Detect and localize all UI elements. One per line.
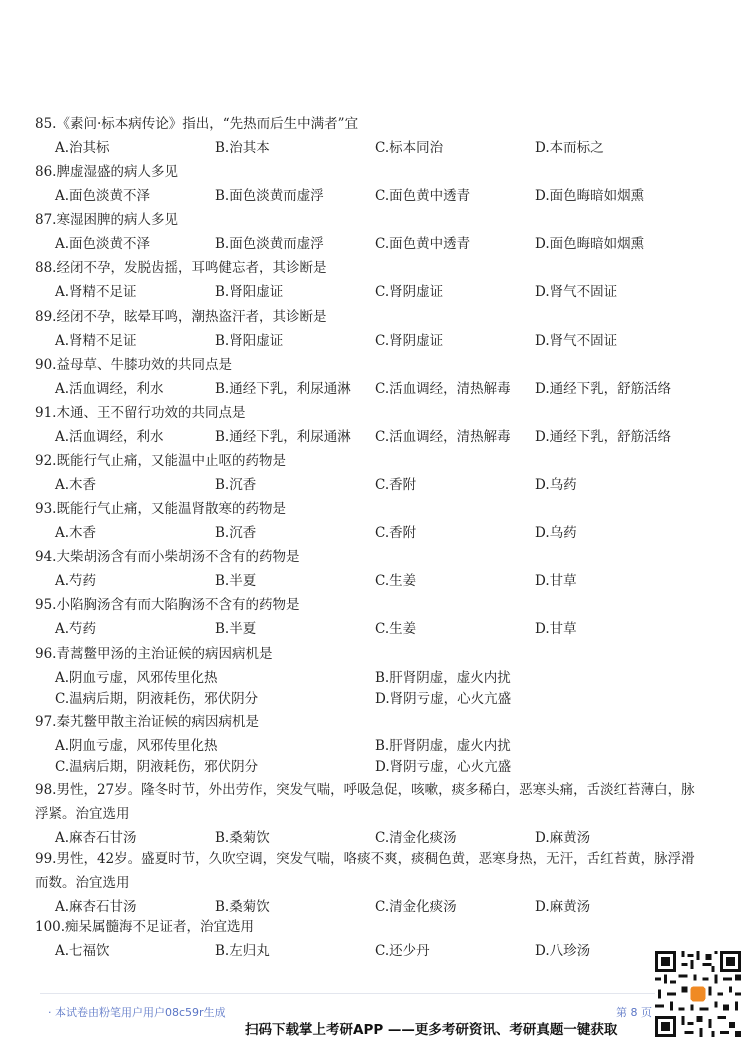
option-c[interactable]: C.生姜 <box>375 573 417 589</box>
option-c[interactable]: C.温病后期，阴液耗伤，邪伏阴分 <box>55 691 259 707</box>
option-b[interactable]: B.肝肾阴虚，虚火内扰 <box>375 670 511 686</box>
option-b[interactable]: B.左归丸 <box>215 943 270 959</box>
option-a[interactable]: A.木香 <box>55 477 97 493</box>
option-d[interactable]: D.甘草 <box>535 573 577 589</box>
option-c[interactable]: C.清金化痰汤 <box>375 899 457 915</box>
option-c[interactable]: C.活血调经，清热解毒 <box>375 429 511 445</box>
footer-divider <box>40 993 655 994</box>
option-b[interactable]: B.桑菊饮 <box>215 830 270 846</box>
option-a[interactable]: A.治其标 <box>55 140 110 156</box>
question-stem: 94.大柴胡汤含有而小柴胡汤不含有的药物是 <box>35 549 300 565</box>
option-d[interactable]: D.肾阴亏虚，心火亢盛 <box>375 691 512 707</box>
option-c[interactable]: C.温病后期，阴液耗伤，邪伏阴分 <box>55 759 259 775</box>
option-d[interactable]: D.肾阴亏虚，心火亢盛 <box>375 759 512 775</box>
option-d[interactable]: D.乌药 <box>535 477 577 493</box>
option-c[interactable]: C.面色黄中透青 <box>375 188 471 204</box>
option-c[interactable]: C.肾阴虚证 <box>375 284 444 300</box>
question-stem: 91.木通、王不留行功效的共同点是 <box>35 405 246 421</box>
question-stem: 99.男性，42岁。盛夏时节，久吹空调，突发气喘，咯痰不爽，痰稠色黄，恶寒身热，无汗，舌红苔黄，脉浮滑而数。治宜选用 <box>35 851 695 891</box>
qr-code-icon[interactable] <box>655 951 741 1037</box>
option-d[interactable]: D.通经下乳，舒筋活络 <box>535 381 672 397</box>
option-a[interactable]: A.阴血亏虚，风邪传里化热 <box>55 670 218 686</box>
question-stem: 100.痴呆属髓海不足证者，治宜选用 <box>35 919 255 935</box>
option-d[interactable]: D.通经下乳，舒筋活络 <box>535 429 672 445</box>
option-a[interactable]: A.麻杏石甘汤 <box>55 899 137 915</box>
question-stem: 92.既能行气止痛，又能温中止呕的药物是 <box>35 453 286 469</box>
footer-generated-note: · 本试卷由粉笔用户用户08c59r生成 <box>48 1006 226 1019</box>
option-a[interactable]: A.面色淡黄不泽 <box>55 236 151 252</box>
option-a[interactable]: A.麻杏石甘汤 <box>55 830 137 846</box>
option-d[interactable]: D.肾气不固证 <box>535 284 618 300</box>
option-a[interactable]: A.肾精不足证 <box>55 284 137 300</box>
option-b[interactable]: B.面色淡黄而虚浮 <box>215 236 324 252</box>
option-b[interactable]: B.面色淡黄而虚浮 <box>215 188 324 204</box>
option-b[interactable]: B.肝肾阴虚，虚火内扰 <box>375 738 511 754</box>
option-d[interactable]: D.八珍汤 <box>535 943 591 959</box>
option-a[interactable]: A.面色淡黄不泽 <box>55 188 151 204</box>
option-c[interactable]: C.生姜 <box>375 621 417 637</box>
option-d[interactable]: D.面色晦暗如烟熏 <box>535 236 645 252</box>
footer-note-text: 本试卷由粉笔用户用户08c59r生成 <box>55 1006 226 1019</box>
option-a[interactable]: A.木香 <box>55 525 97 541</box>
question-stem: 93.既能行气止痛，又能温肾散寒的药物是 <box>35 501 286 517</box>
option-a[interactable]: A.芍药 <box>55 573 97 589</box>
option-c[interactable]: C.还少丹 <box>375 943 430 959</box>
question-stem: 89.经闭不孕，眩晕耳鸣，潮热盗汗者，其诊断是 <box>35 309 327 325</box>
promo-banner: 扫码下载掌上考研APP ——更多考研资讯、考研真题一键获取 <box>245 1022 618 1038</box>
question-stem: 96.青蒿鳖甲汤的主治证候的病因病机是 <box>35 646 273 662</box>
option-a[interactable]: A.芍药 <box>55 621 97 637</box>
option-b[interactable]: B.通经下乳，利尿通淋 <box>215 381 351 397</box>
option-b[interactable]: B.半夏 <box>215 573 257 589</box>
option-d[interactable]: D.面色晦暗如烟熏 <box>535 188 645 204</box>
question-stem: 97.秦艽鳖甲散主治证候的病因病机是 <box>35 714 259 730</box>
option-a[interactable]: A.活血调经，利水 <box>55 381 164 397</box>
option-b[interactable]: B.沉香 <box>215 477 257 493</box>
option-b[interactable]: B.沉香 <box>215 525 257 541</box>
question-stem: 87.寒湿困脾的病人多见 <box>35 212 178 228</box>
option-d[interactable]: D.本而标之 <box>535 140 604 156</box>
option-b[interactable]: B.肾阳虚证 <box>215 284 284 300</box>
option-b[interactable]: B.桑菊饮 <box>215 899 270 915</box>
option-a[interactable]: A.肾精不足证 <box>55 333 137 349</box>
option-c[interactable]: C.标本同治 <box>375 140 444 156</box>
option-a[interactable]: A.七福饮 <box>55 943 110 959</box>
question-stem: 95.小陷胸汤含有而大陷胸汤不含有的药物是 <box>35 597 300 613</box>
option-c[interactable]: C.香附 <box>375 477 417 493</box>
question-stem: 90.益母草、牛膝功效的共同点是 <box>35 357 232 373</box>
option-d[interactable]: D.甘草 <box>535 621 577 637</box>
option-b[interactable]: B.治其本 <box>215 140 270 156</box>
option-c[interactable]: C.肾阴虚证 <box>375 333 444 349</box>
page-number: 第 8 页 <box>616 1006 652 1019</box>
option-c[interactable]: C.面色黄中透青 <box>375 236 471 252</box>
option-d[interactable]: D.麻黄汤 <box>535 830 591 846</box>
option-b[interactable]: B.半夏 <box>215 621 257 637</box>
question-stem: 86.脾虚湿盛的病人多见 <box>35 164 178 180</box>
question-stem: 85.《素问·标本病传论》指出，“先热而后生中满者”宜 <box>35 116 359 132</box>
option-b[interactable]: B.肾阳虚证 <box>215 333 284 349</box>
question-stem: 98.男性，27岁。隆冬时节，外出劳作，突发气喘，呼吸急促，咳嗽，痰多稀白，恶寒头痛，舌淡红苔薄白，脉浮紧。治宜选用 <box>35 782 695 822</box>
option-c[interactable]: C.清金化痰汤 <box>375 830 457 846</box>
question-stem: 88.经闭不孕，发脱齿摇，耳鸣健忘者，其诊断是 <box>35 260 327 276</box>
option-d[interactable]: D.肾气不固证 <box>535 333 618 349</box>
option-c[interactable]: C.香附 <box>375 525 417 541</box>
option-b[interactable]: B.通经下乳，利尿通淋 <box>215 429 351 445</box>
option-d[interactable]: D.麻黄汤 <box>535 899 591 915</box>
option-a[interactable]: A.活血调经，利水 <box>55 429 164 445</box>
option-a[interactable]: A.阴血亏虚，风邪传里化热 <box>55 738 218 754</box>
option-c[interactable]: C.活血调经，清热解毒 <box>375 381 511 397</box>
option-d[interactable]: D.乌药 <box>535 525 577 541</box>
